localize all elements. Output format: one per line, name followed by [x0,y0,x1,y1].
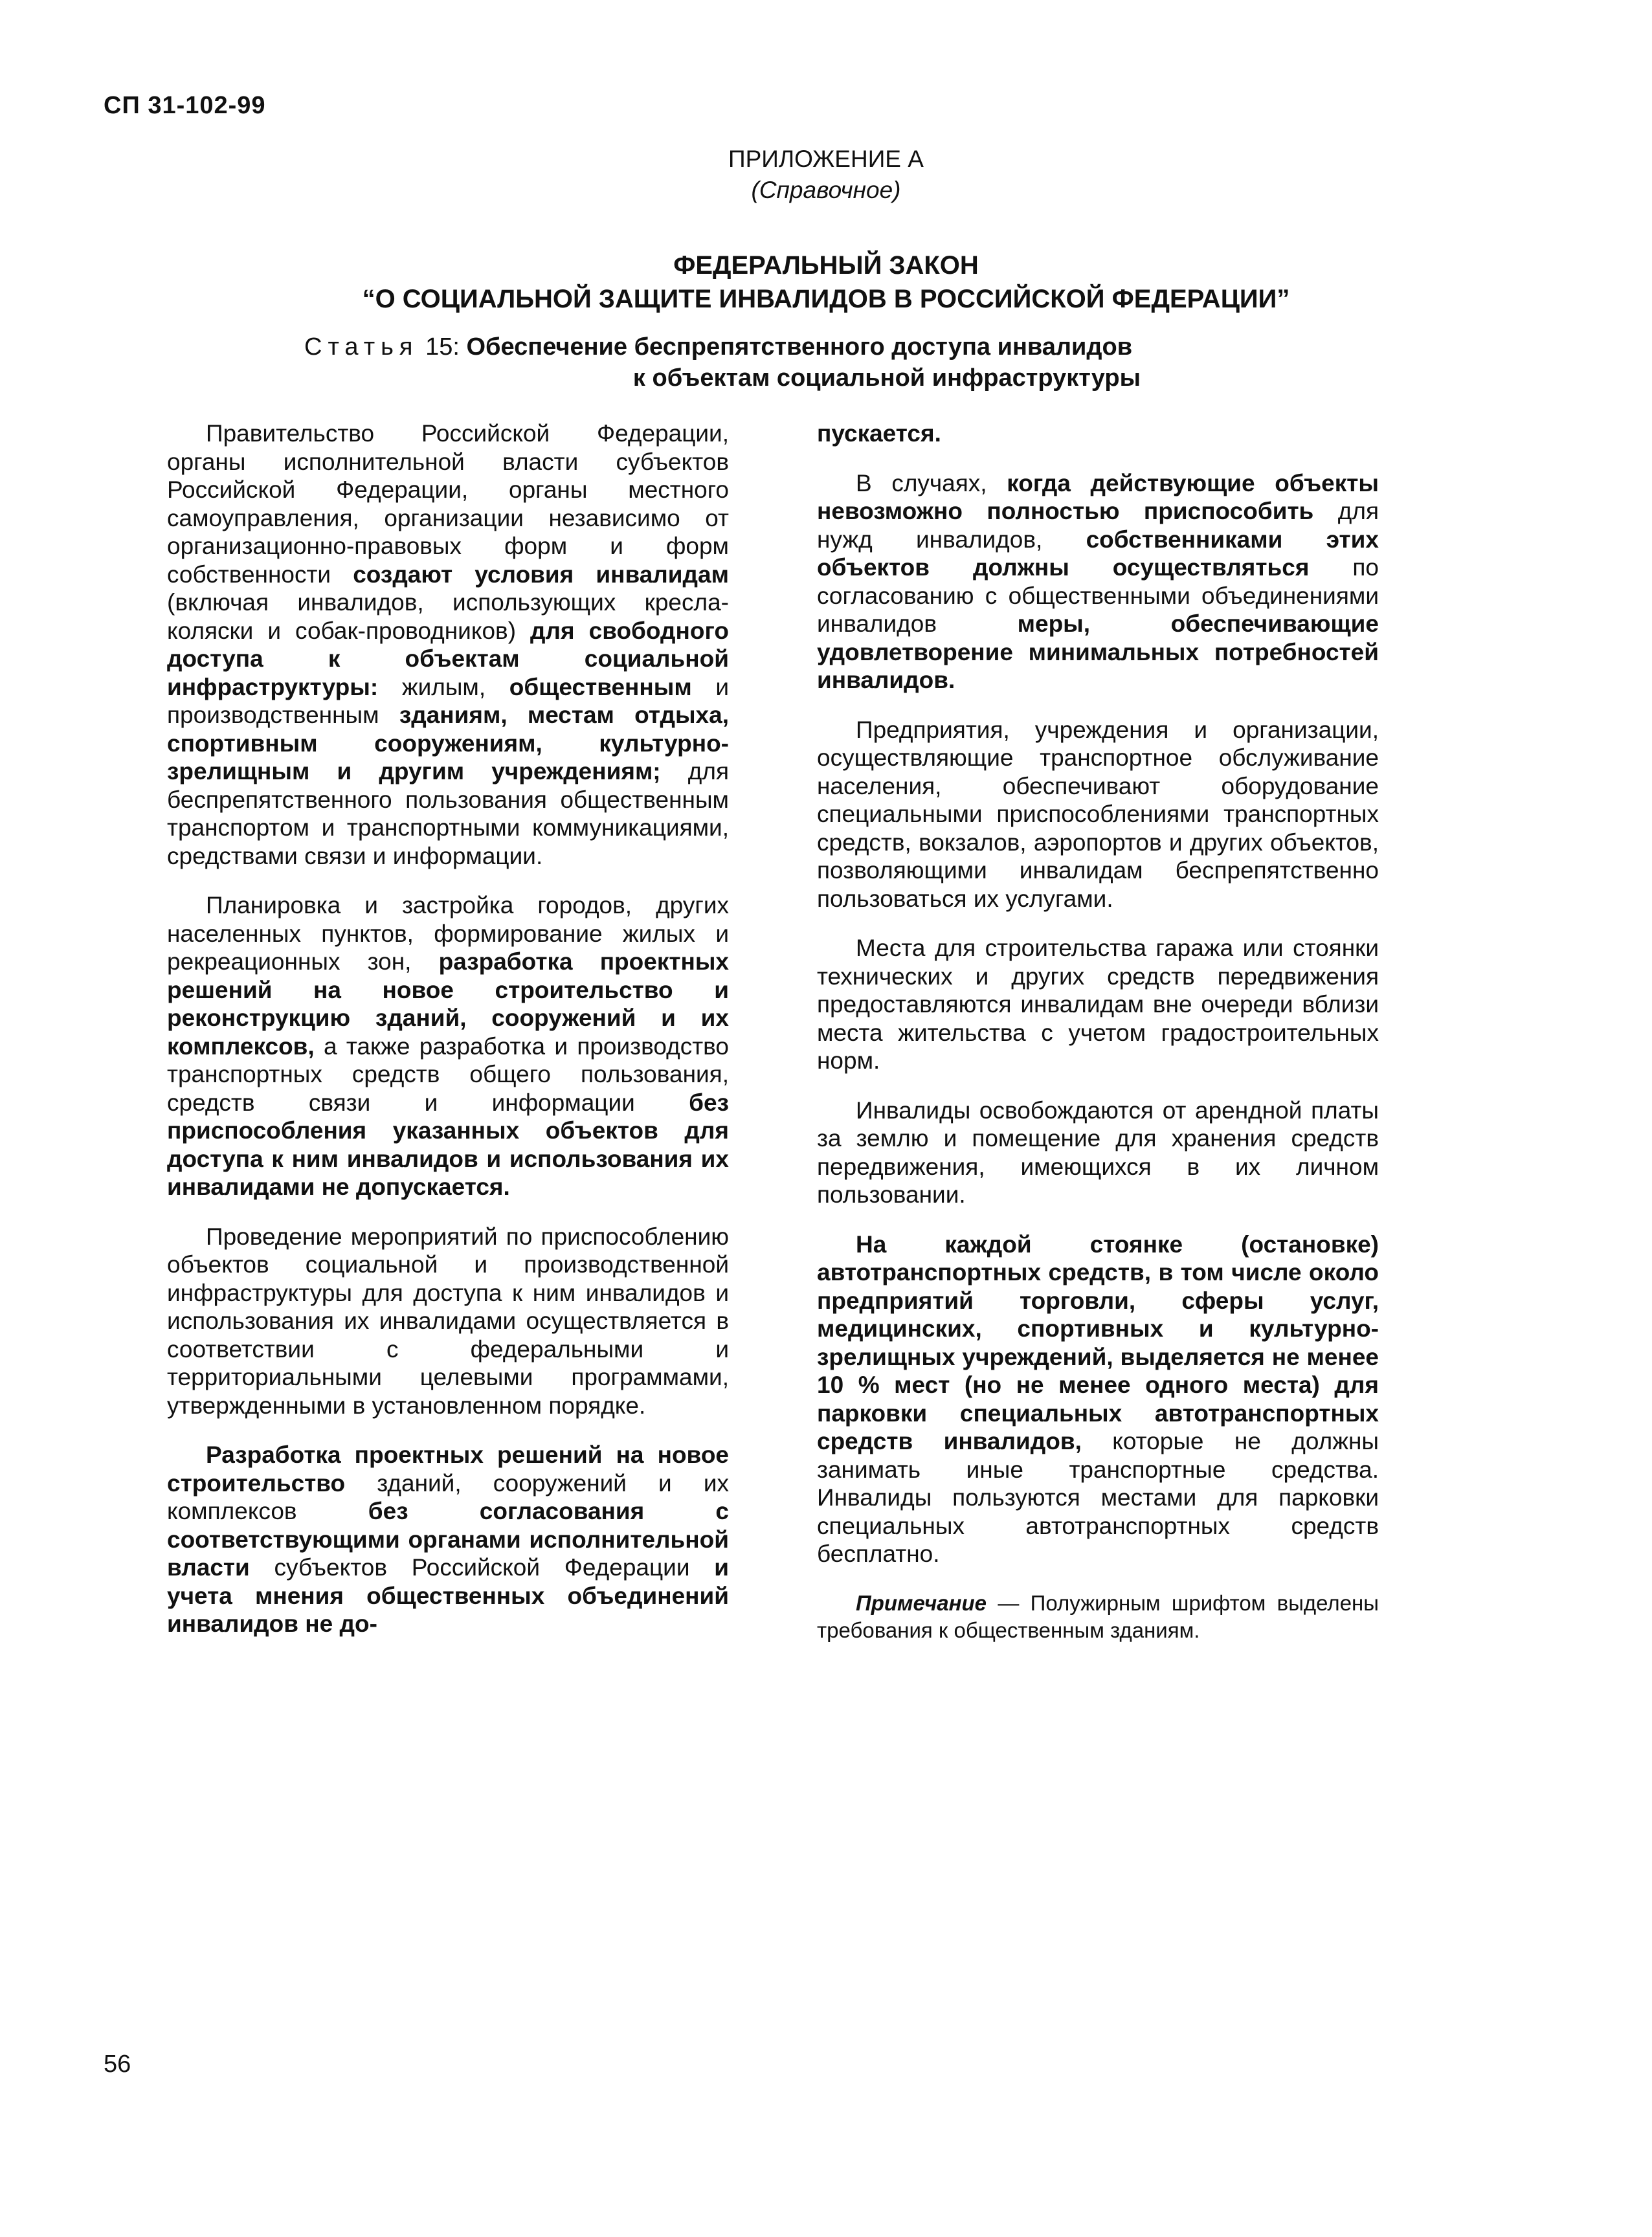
note [817,1590,1379,1644]
appendix-subtitle: (Справочное) [751,177,901,203]
law-title-line-1: ФЕДЕРАЛЬНЫЙ ЗАКОН [673,251,979,280]
appendix-header [0,144,1652,316]
paragraph: Проведение мероприятий по приспособлению объектов социальной и производственной инфраструктуры для доступа к ним инвалидов и использования их инвалидами осуществляется в соответствии с федеральными и территориальными целевыми программами, утвержденными в установленном порядке. [167,1223,729,1419]
paragraph: Планировка и застройка городов, других населенных пунктов, формирование жилых и рекреационных зон, разработка проектных решений на новое строительство и реконструкцию зданий, сооружений и их комплексов, а также разработка и производство транспортных средств общего пользования, средств связи и информации без приспособления указанных объектов для доступа к ним инвалидов и использования их инвалидами не допускается. [167,892,729,1200]
paragraph: На каждой стоянке (остановке) автотранспортных средств, в том числе около предприятий торговли, сферы услуг, медицинских, спортивных и культурно-зрелищных учреждений, выделяется не менее 10 % мест (но не менее одного места) для парковки специальных автотранспортных средств инвалидов, которые не должны занимать иные транспортные средства. Инвалиды пользуются местами для парковки специальных автотранспортных средств бесплатно. [817,1230,1379,1567]
article-title-1: Обеспечение беспрепятственного доступа инвалидов [466,333,1133,361]
article-heading [304,331,1314,394]
law-title [0,249,1652,316]
law-title-line-2: “О СОЦИАЛЬНОЙ ЗАЩИТЕ ИНВАЛИДОВ В РОССИЙСКОЙ ФЕДЕРАЦИИ” [362,285,1290,313]
page-number: 56 [104,2051,131,2078]
article-number: 15: [425,333,460,361]
right-column [817,419,1379,1665]
paragraph: В случаях, когда действующие объекты невозможно полностью приспособить для нужд инвалидов, собственниками этих объектов должны осуществляться по согласованию с общественными объединениями инвалидов меры, обеспечивающие удовлетворение минимальных потребностей инвалидов. [817,469,1379,693]
article-title-2: к объектам социальной инфраструктуры [632,364,1141,392]
appendix-title: ПРИЛОЖЕНИЕ А [728,146,924,172]
paragraph: Места для строительства гаража или стоянки технических и других средств передвижения предоставляются инвалидам вне очереди вблизи места жительства с учетом градостроительных норм. [817,935,1379,1074]
article-heading-line-1 [304,331,1314,362]
article-label: Статья [304,333,419,361]
left-column [167,419,729,1660]
paragraph: Инвалиды освобождаются от арендной платы за землю и помещение для хранения средств передвижения, имеющихся в их личном пользовании. [817,1096,1379,1208]
note-text: — Полужирным шрифтом выделены требования к общественным зданиям. [817,1590,1379,1642]
article-heading-line-2 [304,362,1314,394]
paragraph: Правительство Российской Федерации, органы исполнительной власти субъектов Российской Федерации, органы местного самоуправления, организации независимо от организационно-правовых форм и форм собственности создают условия инвалидам (включая инвалидов, использующих кресла-коляски и собак-проводников) для свободного доступа к объектам социальной инфраструктуры: жилым, общественным и производственным зданиям, местам отдыха, спортивным сооружениям, культурно-зрелищным и другим учреждениям; для беспрепятственного пользования общественным транспортом и транспортными коммуникациями, средствами связи и информации. [167,420,729,869]
paragraph-continuation: пускается. [817,420,941,447]
paragraph: Разработка проектных решений на новое строительство зданий, сооружений и их комплексов без согласования с соответствующими органами исполнительной власти субъектов Российской Федерации и учета мнения общественных объединений инвалидов не до- [167,1441,729,1637]
note-label: Примечание [856,1590,987,1615]
paragraph: Предприятия, учреждения и организации, осуществляющие транспортное обслуживание населения, обеспечивают оборудование специальными приспособлениями транспортных средств, вокзалов, аэропортов и других объектов, позволяющими инвалидам беспрепятственно пользоваться их услугами. [817,716,1379,912]
document-code: СП 31-102-99 [104,92,266,119]
